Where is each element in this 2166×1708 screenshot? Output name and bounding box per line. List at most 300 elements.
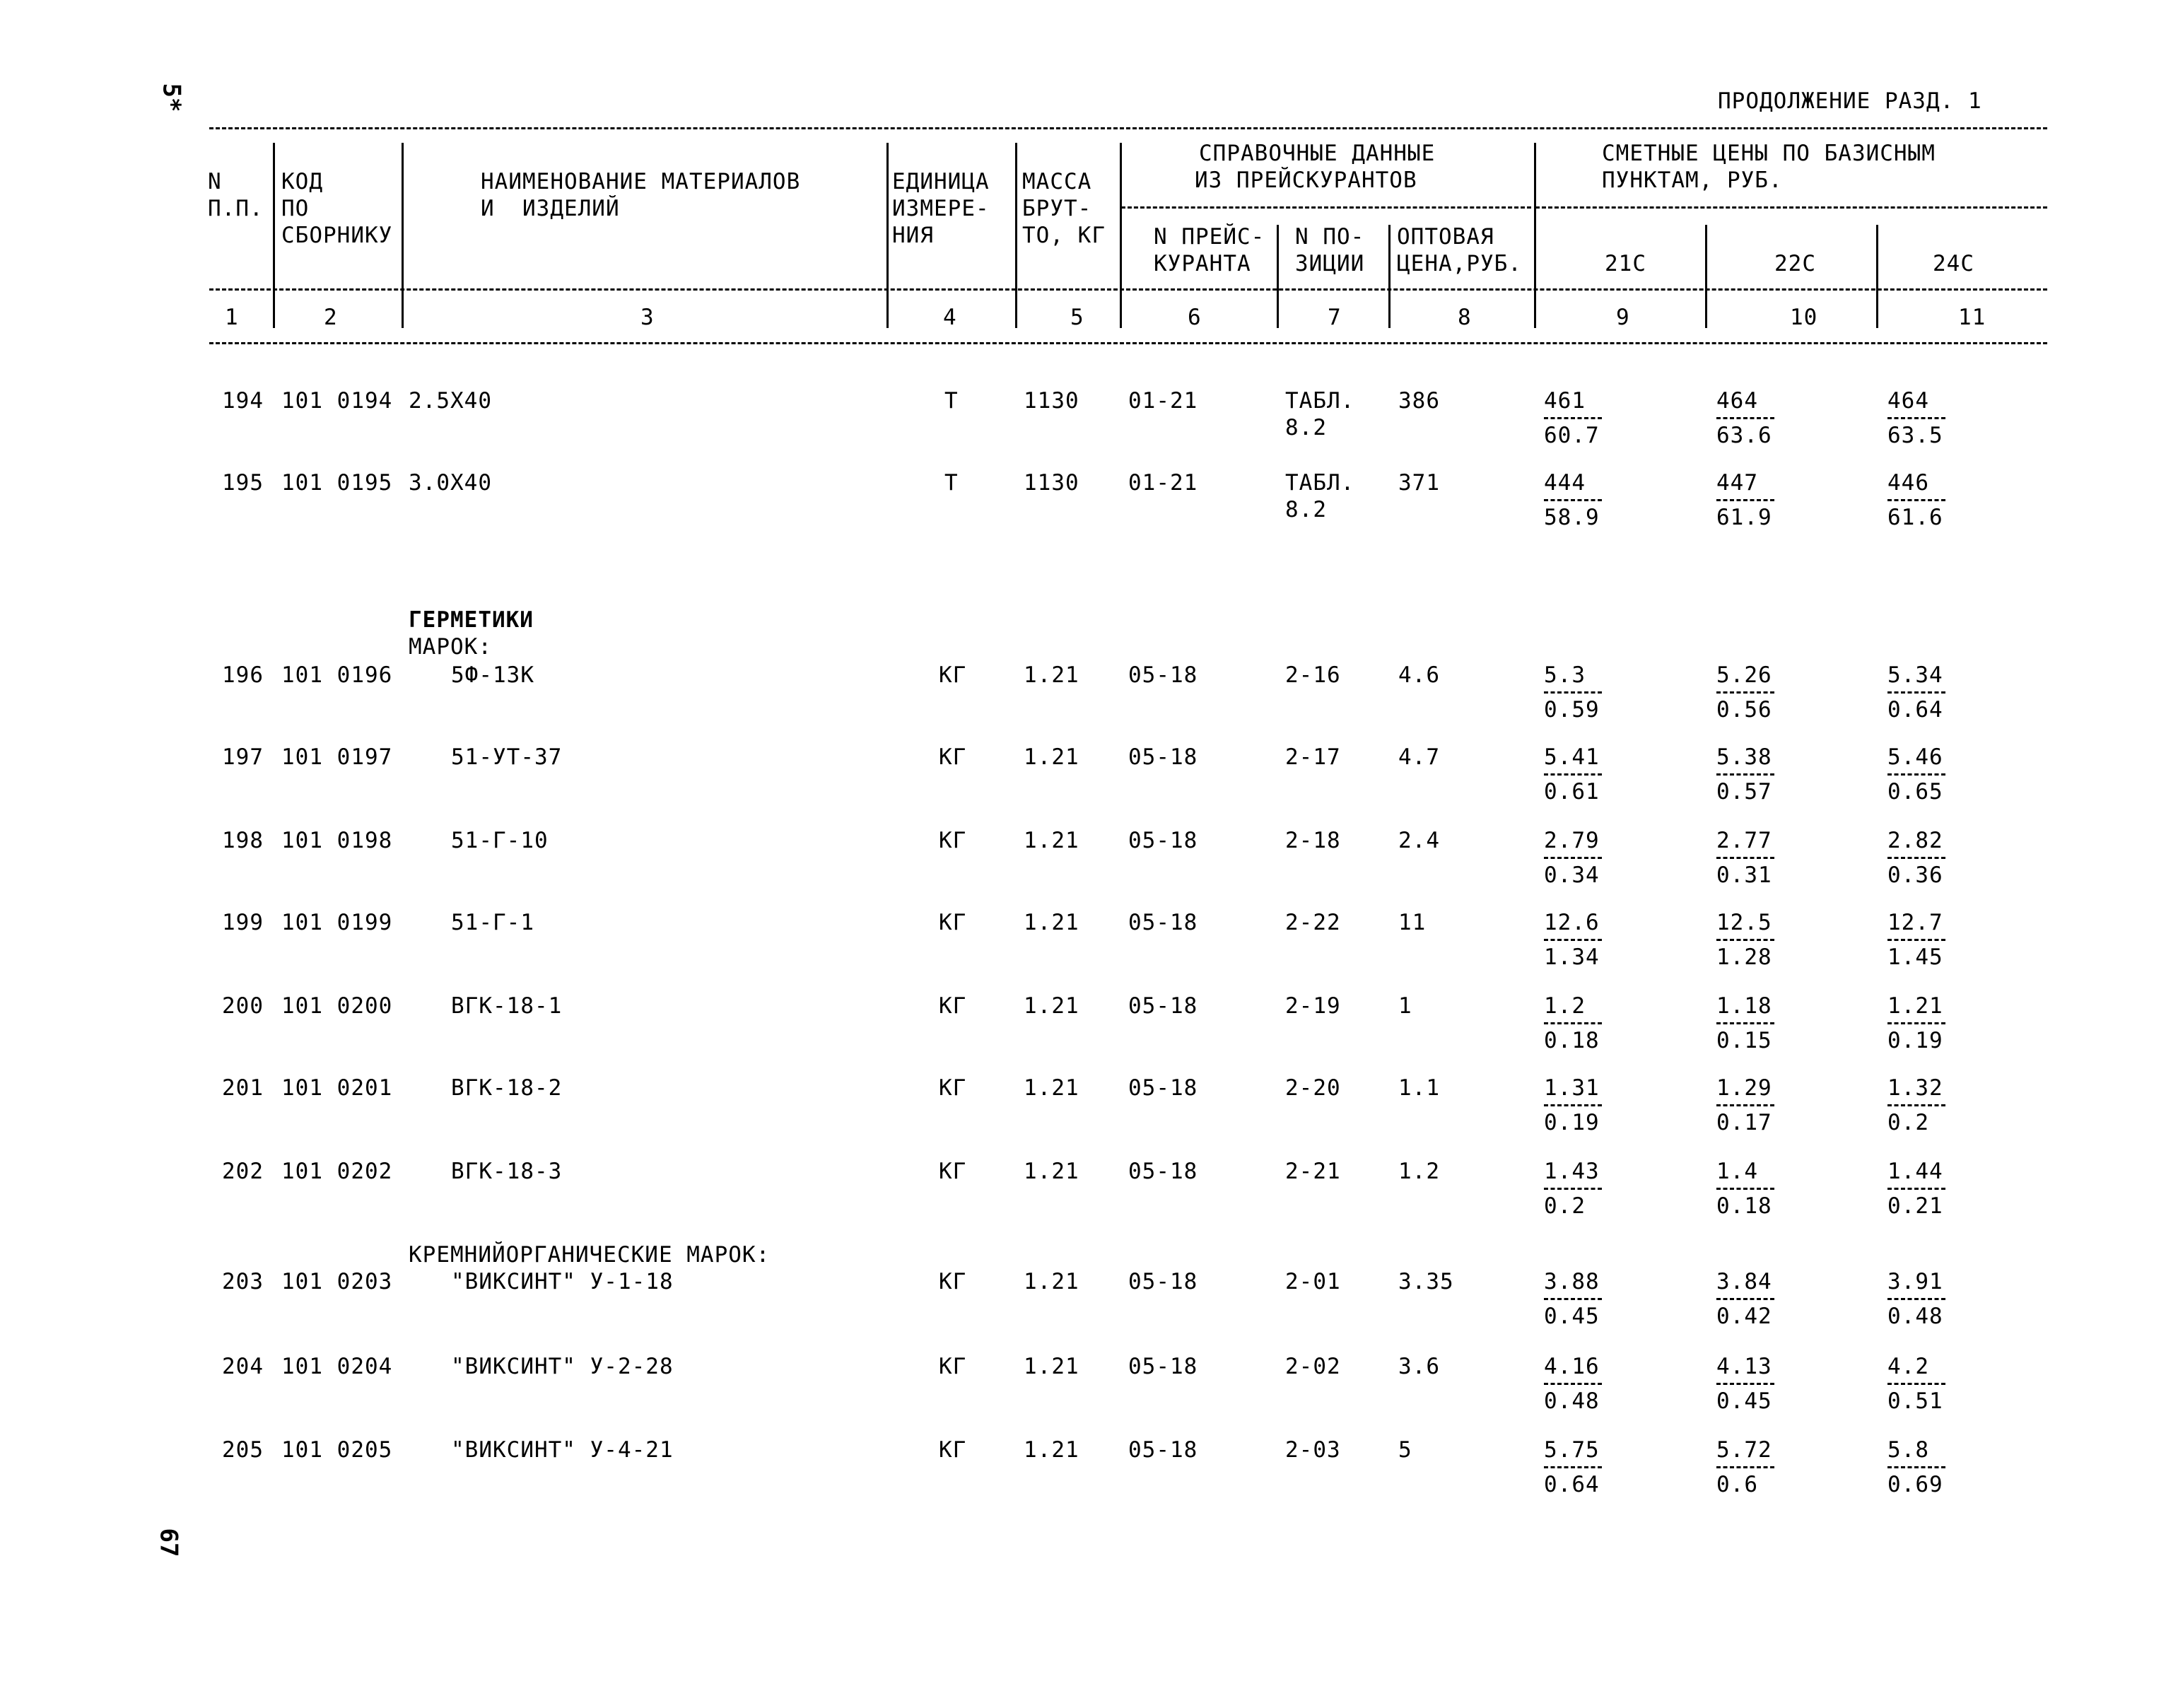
row-number: 200 [222,993,264,1019]
row-unit: КГ [939,828,967,853]
wage-value: 0.18 [1716,1193,1772,1219]
row-unit: КГ [939,1437,967,1463]
fraction-separator [1887,691,1945,694]
row-code: 101 0197 [281,744,393,770]
row-pricelist: 05-18 [1128,1269,1198,1294]
fraction-separator [1716,691,1774,694]
wage-value: 0.56 [1716,697,1772,723]
row-position: ТАБЛ. [1285,388,1355,414]
row-mass: 1.21 [1024,993,1079,1019]
row-code: 101 0205 [281,1437,393,1463]
row-mass: 1.21 [1024,828,1079,853]
row-unit: КГ [939,910,967,935]
header-col9: 21С [1605,251,1646,276]
row-name: ВГК-18-3 [451,1159,563,1184]
header-col8-line2: ЦЕНА,РУБ. [1397,251,1522,276]
col-number: 8 [1458,305,1472,330]
row-price-21c [1544,1076,1602,1135]
fraction-separator [1544,857,1602,859]
row-unit: КГ [939,1354,967,1379]
row-price-22c [1716,1438,1774,1497]
price-value: 447 [1716,470,1758,496]
header-col5-line3: ТО, КГ [1022,223,1106,248]
row-price-21c [1544,663,1602,722]
fraction-separator [1544,1104,1602,1106]
row-position-sub: 8.2 [1285,415,1327,440]
col-number: 10 [1790,305,1818,330]
price-value: 3.84 [1716,1269,1772,1294]
fraction-separator [1887,939,1945,941]
header-col10: 22С [1774,251,1816,276]
fraction-separator [1544,1466,1602,1468]
row-name: ВГК-18-2 [451,1075,563,1101]
header-col-divider [1534,143,1536,328]
fraction-separator [1544,499,1602,501]
fraction-separator [1716,417,1774,419]
row-wholesale-price: 3.35 [1398,1269,1454,1294]
price-value: 461 [1544,388,1586,414]
fraction-separator [1887,1104,1945,1106]
col-number: 6 [1188,305,1202,330]
wage-value: 0.45 [1716,1388,1772,1414]
header-col4-line3: НИЯ [892,223,934,248]
group-heading-silicone: КРЕМНИЙОРГАНИЧЕСКИЕ МАРОК: [409,1242,771,1268]
row-price-22c [1716,471,1774,530]
header-col1-line2: П.П. [208,196,264,221]
price-value: 464 [1716,388,1758,414]
row-wholesale-price: 1 [1398,993,1412,1019]
fraction-separator [1887,1188,1945,1190]
row-position: 2-22 [1285,910,1341,935]
row-mass: 1.21 [1024,662,1079,688]
row-name: 51-Г-10 [451,828,549,853]
row-number: 203 [222,1269,264,1294]
row-name: 3.0Х40 [409,470,492,496]
row-number: 199 [222,910,264,935]
row-mass: 1130 [1024,388,1079,414]
wage-value: 1.28 [1716,944,1772,970]
price-value: 1.32 [1887,1075,1943,1101]
fraction-separator [1716,1022,1774,1024]
price-value: 12.5 [1716,910,1772,935]
row-wholesale-price: 4.6 [1398,662,1440,688]
wage-value: 60.7 [1544,423,1600,448]
fraction-separator [1887,417,1945,419]
price-value: 1.18 [1716,993,1772,1019]
row-mass: 1130 [1024,470,1079,496]
row-price-24c [1887,1270,1945,1328]
row-code: 101 0202 [281,1159,393,1184]
wage-value: 0.31 [1716,862,1772,888]
row-price-21c [1544,1438,1602,1497]
price-value: 1.31 [1544,1075,1600,1101]
header-col6-line1: N ПРЕЙС- [1154,224,1265,250]
row-code: 101 0203 [281,1269,393,1294]
fraction-separator [1544,1022,1602,1024]
fraction-separator [1544,691,1602,694]
header-col-divider [1277,225,1279,328]
price-value: 5.72 [1716,1437,1772,1463]
row-wholesale-price: 1.1 [1398,1075,1440,1101]
price-value: 5.41 [1544,744,1600,770]
row-wholesale-price: 371 [1398,470,1440,496]
header-col-divider [1015,143,1017,328]
wage-value: 0.64 [1544,1472,1600,1497]
row-name: 5Ф-13К [451,662,534,688]
row-wholesale-price: 4.7 [1398,744,1440,770]
header-col-divider [1120,143,1122,328]
fraction-separator [1716,773,1774,776]
row-code: 101 0204 [281,1354,393,1379]
row-name: ВГК-18-1 [451,993,563,1019]
row-number: 202 [222,1159,264,1184]
fraction-separator [1887,857,1945,859]
row-price-24c [1887,829,1945,887]
row-position: 2-18 [1285,828,1341,853]
row-pricelist: 05-18 [1128,993,1198,1019]
price-value: 5.38 [1716,744,1772,770]
price-value: 4.16 [1544,1354,1600,1379]
price-value: 3.91 [1887,1269,1943,1294]
row-unit: КГ [939,993,967,1019]
header-ref-group-line2: ИЗ ПРЕЙСКУРАНТОВ [1195,168,1417,193]
fraction-separator [1544,939,1602,941]
header-col3-line2: И ИЗДЕЛИЙ [481,196,620,221]
row-code: 101 0194 [281,388,393,414]
fraction-separator [1716,1188,1774,1190]
fraction-separator [1716,499,1774,501]
fraction-separator [1544,1383,1602,1385]
header-mid-rule-ref [1121,206,1531,209]
header-col11: 24С [1933,251,1974,276]
row-mass: 1.21 [1024,1437,1079,1463]
price-value: 1.4 [1716,1159,1758,1184]
header-col4-line2: ИЗМЕРЕ- [892,196,990,221]
row-position: 2-03 [1285,1437,1341,1463]
fraction-separator [1716,1298,1774,1300]
row-price-24c [1887,1438,1945,1497]
fraction-separator [1544,773,1602,776]
price-value: 1.21 [1887,993,1943,1019]
row-name: "ВИКСИНТ" У-4-21 [451,1437,674,1463]
header-col-divider [1388,225,1391,328]
wage-value: 0.64 [1887,697,1943,723]
row-price-22c [1716,663,1774,722]
price-value: 2.79 [1544,828,1600,853]
fraction-separator [1887,499,1945,501]
row-name: 2.5Х40 [409,388,492,414]
row-code: 101 0196 [281,662,393,688]
wage-value: 0.45 [1544,1304,1600,1329]
wage-value: 0.19 [1544,1110,1600,1135]
wage-value: 61.9 [1716,505,1772,530]
wage-value: 0.48 [1887,1304,1943,1329]
row-price-21c [1544,994,1602,1053]
header-col-divider [1705,225,1707,328]
wage-value: 0.18 [1544,1028,1600,1053]
row-price-21c [1544,1355,1602,1413]
wage-value: 0.48 [1544,1388,1600,1414]
header-sub-rule [209,288,2047,291]
group-subheading-marks: МАРОК: [409,634,492,660]
col-number: 2 [324,305,338,330]
row-code: 101 0200 [281,993,393,1019]
header-col-divider [1876,225,1878,328]
header-col5-line2: БРУТ- [1022,196,1092,221]
row-price-21c [1544,745,1602,804]
fraction-separator [1544,1298,1602,1300]
col-number: 1 [225,305,239,330]
col-number: 9 [1616,305,1630,330]
row-price-21c [1544,1270,1602,1328]
row-price-24c [1887,1076,1945,1135]
row-unit: КГ [939,744,967,770]
wage-value: 0.65 [1887,779,1943,805]
row-number: 197 [222,744,264,770]
row-number: 195 [222,470,264,496]
wage-value: 63.5 [1887,423,1943,448]
header-col-divider [886,143,889,328]
fraction-separator [1887,1298,1945,1300]
row-price-22c [1716,911,1774,969]
row-position: 2-01 [1285,1269,1341,1294]
wage-value: 0.6 [1716,1472,1758,1497]
wage-value: 0.17 [1716,1110,1772,1135]
wage-value: 63.6 [1716,423,1772,448]
fraction-separator [1716,1383,1774,1385]
price-value: 4.2 [1887,1354,1929,1379]
wage-value: 1.34 [1544,944,1600,970]
col-number: 7 [1328,305,1342,330]
wage-value: 0.2 [1544,1193,1586,1219]
price-value: 5.34 [1887,662,1943,688]
row-position: 2-16 [1285,662,1341,688]
row-unit: КГ [939,1159,967,1184]
row-number: 201 [222,1075,264,1101]
price-value: 5.26 [1716,662,1772,688]
row-wholesale-price: 1.2 [1398,1159,1440,1184]
row-name: 51-УТ-37 [451,744,563,770]
row-price-24c [1887,1159,1945,1218]
row-unit: КГ [939,662,967,688]
price-value: 5.3 [1544,662,1586,688]
row-wholesale-price: 3.6 [1398,1354,1440,1379]
wage-value: 0.42 [1716,1304,1772,1329]
price-value: 2.77 [1716,828,1772,853]
header-bottom-rule [209,342,2047,344]
price-value: 1.43 [1544,1159,1600,1184]
row-price-22c [1716,1270,1774,1328]
col-number: 5 [1070,305,1084,330]
row-price-24c [1887,471,1945,530]
row-position: 2-19 [1285,993,1341,1019]
header-col2-line2: ПО [281,196,310,221]
wage-value: 0.61 [1544,779,1600,805]
row-pricelist: 01-21 [1128,470,1198,496]
wage-value: 1.45 [1887,944,1943,970]
wage-value: 0.19 [1887,1028,1943,1053]
fraction-separator [1716,1466,1774,1468]
wage-value: 61.6 [1887,505,1943,530]
price-value: 446 [1887,470,1929,496]
wage-value: 58.9 [1544,505,1600,530]
header-col7-line2: ЗИЦИИ [1295,251,1365,276]
col-number: 11 [1958,305,1986,330]
price-value: 1.44 [1887,1159,1943,1184]
row-code: 101 0199 [281,910,393,935]
row-price-24c [1887,389,1945,448]
row-name: 51-Г-1 [451,910,534,935]
row-mass: 1.21 [1024,910,1079,935]
row-unit: КГ [939,1075,967,1101]
row-code: 101 0201 [281,1075,393,1101]
row-price-22c [1716,1355,1774,1413]
continuation-label: ПРОДОЛЖЕНИЕ РАЗД. 1 [1718,88,1982,114]
row-pricelist: 05-18 [1128,662,1198,688]
header-col3-line1: НАИМЕНОВАНИЕ МАТЕРИАЛОВ [481,169,801,194]
row-pricelist: 05-18 [1128,1075,1198,1101]
row-pricelist: 05-18 [1128,1437,1198,1463]
row-price-22c [1716,389,1774,448]
header-col2-line3: СБОРНИКУ [281,223,393,248]
group-heading-hermetics: ГЕРМЕТИКИ [409,607,534,633]
page-number: 67 [154,1528,183,1557]
row-price-22c [1716,994,1774,1053]
header-top-rule [209,127,2047,129]
col-number: 3 [640,305,655,330]
row-price-21c [1544,829,1602,887]
row-pricelist: 05-18 [1128,744,1198,770]
price-value: 1.29 [1716,1075,1772,1101]
price-value: 12.6 [1544,910,1600,935]
price-value: 4.13 [1716,1354,1772,1379]
row-unit: Т [944,388,959,414]
wage-value: 0.36 [1887,862,1943,888]
col-number: 4 [943,305,957,330]
row-number: 204 [222,1354,264,1379]
row-price-21c [1544,1159,1602,1218]
row-mass: 1.21 [1024,1354,1079,1379]
row-position: 2-20 [1285,1075,1341,1101]
header-price-group-line1: СМЕТНЫЕ ЦЕНЫ ПО БАЗИСНЫМ [1602,141,1936,166]
row-name: "ВИКСИНТ" У-1-18 [451,1269,674,1294]
row-wholesale-price: 2.4 [1398,828,1440,853]
row-pricelist: 05-18 [1128,1159,1198,1184]
row-price-21c [1544,911,1602,969]
fraction-separator [1887,1383,1945,1385]
price-value: 444 [1544,470,1586,496]
header-col-divider [402,143,404,328]
row-number: 205 [222,1437,264,1463]
row-price-21c [1544,389,1602,448]
price-value: 12.7 [1887,910,1943,935]
wage-value: 0.59 [1544,697,1600,723]
row-price-22c [1716,829,1774,887]
row-price-21c [1544,471,1602,530]
row-code: 101 0195 [281,470,393,496]
fraction-separator [1544,1188,1602,1190]
fraction-separator [1544,417,1602,419]
row-pricelist: 05-18 [1128,1354,1198,1379]
header-col7-line1: N ПО- [1295,224,1365,250]
row-position: ТАБЛ. [1285,470,1355,496]
header-col5-line1: МАССА [1022,169,1092,194]
header-col-divider [273,143,275,328]
wage-value: 0.21 [1887,1193,1943,1219]
wage-value: 0.34 [1544,862,1600,888]
row-price-24c [1887,994,1945,1053]
header-col4-line1: ЕДИНИЦА [892,169,990,194]
row-code: 101 0198 [281,828,393,853]
price-value: 5.75 [1544,1437,1600,1463]
row-price-24c [1887,911,1945,969]
row-price-22c [1716,1076,1774,1135]
row-price-24c [1887,745,1945,804]
fraction-separator [1887,773,1945,776]
row-number: 198 [222,828,264,853]
price-value: 2.82 [1887,828,1943,853]
row-mass: 1.21 [1024,1269,1079,1294]
header-price-group-line2: ПУНКТАМ, РУБ. [1602,168,1783,193]
row-price-22c [1716,1159,1774,1218]
wage-value: 0.57 [1716,779,1772,805]
header-col2-line1: КОД [281,169,323,194]
row-pricelist: 01-21 [1128,388,1198,414]
row-position: 2-02 [1285,1354,1341,1379]
header-mid-rule-price [1535,206,2047,209]
row-name: "ВИКСИНТ" У-2-28 [451,1354,674,1379]
fraction-separator [1716,939,1774,941]
price-value: 3.88 [1544,1269,1600,1294]
price-value: 5.46 [1887,744,1943,770]
wage-value: 0.69 [1887,1472,1943,1497]
header-col6-line2: КУРАНТА [1154,251,1251,276]
price-value: 5.8 [1887,1437,1929,1463]
header-ref-group-line1: СПРАВОЧНЫЕ ДАННЫЕ [1199,141,1436,166]
row-wholesale-price: 386 [1398,388,1440,414]
page-marker-top: 5* [157,83,186,112]
fraction-separator [1716,1104,1774,1106]
header-col8-line1: ОПТОВАЯ [1397,224,1494,250]
row-mass: 1.21 [1024,744,1079,770]
row-mass: 1.21 [1024,1159,1079,1184]
row-number: 194 [222,388,264,414]
row-price-24c [1887,1355,1945,1413]
row-position: 2-17 [1285,744,1341,770]
header-col1-line1: N [208,169,222,194]
row-unit: Т [944,470,959,496]
wage-value: 0.15 [1716,1028,1772,1053]
row-wholesale-price: 11 [1398,910,1427,935]
fraction-separator [1887,1022,1945,1024]
row-price-24c [1887,663,1945,722]
row-number: 196 [222,662,264,688]
row-pricelist: 05-18 [1128,910,1198,935]
fraction-separator [1716,857,1774,859]
row-position-sub: 8.2 [1285,497,1327,522]
fraction-separator [1887,1466,1945,1468]
price-value: 464 [1887,388,1929,414]
wage-value: 0.51 [1887,1388,1943,1414]
row-position: 2-21 [1285,1159,1341,1184]
row-unit: КГ [939,1269,967,1294]
row-mass: 1.21 [1024,1075,1079,1101]
row-price-22c [1716,745,1774,804]
price-value: 1.2 [1544,993,1586,1019]
wage-value: 0.2 [1887,1110,1929,1135]
row-pricelist: 05-18 [1128,828,1198,853]
row-wholesale-price: 5 [1398,1437,1412,1463]
